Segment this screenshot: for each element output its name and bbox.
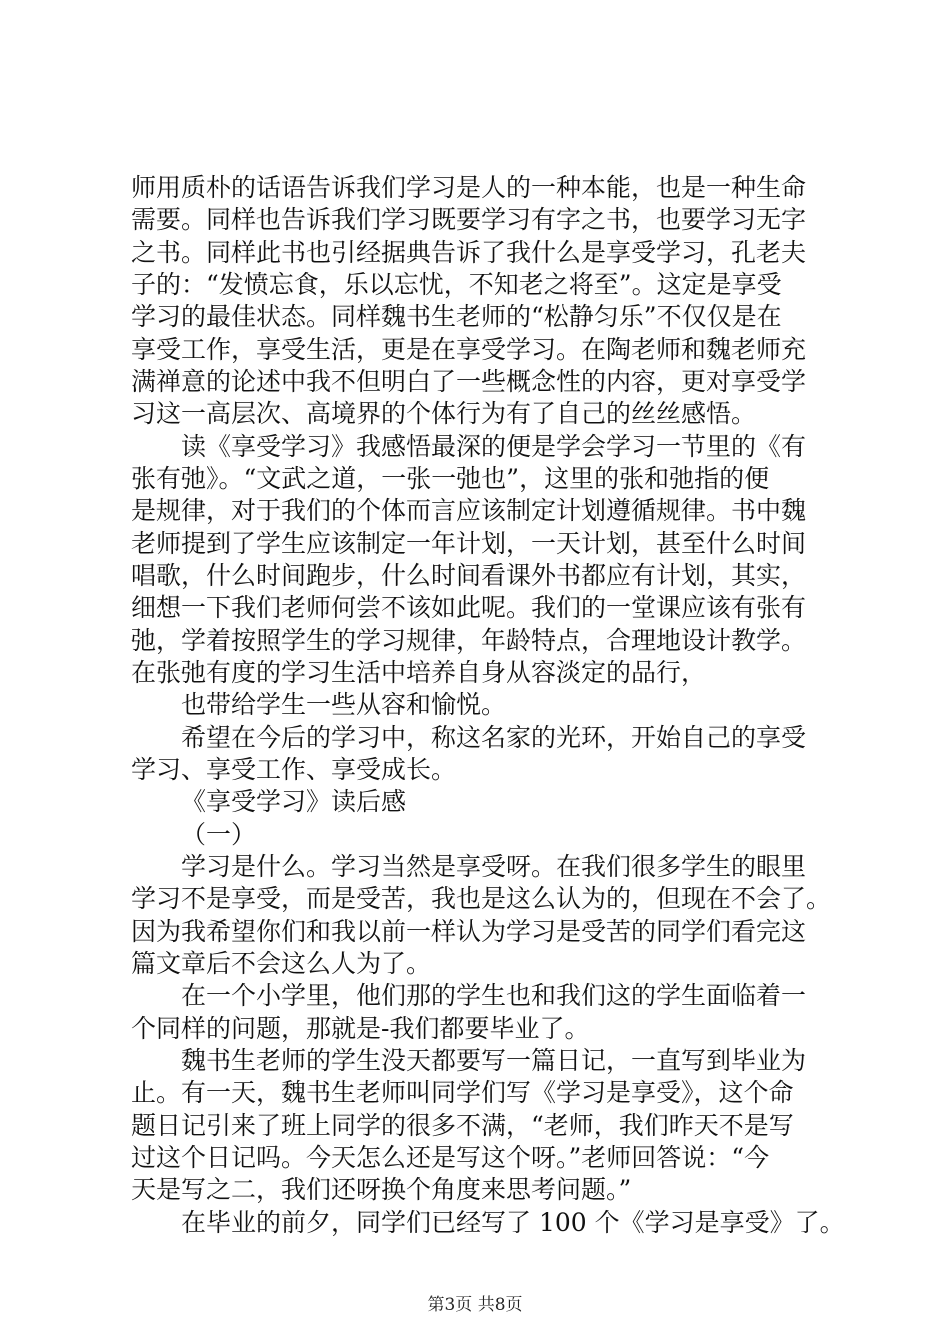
text-line: 魏书生老师的学生没天都要写一篇日记，一直写到毕业为: [181, 1046, 807, 1075]
text-line: 满禅意的论述中我不但明白了一些概念性的内容，更对享受学: [131, 367, 807, 396]
text-line: 师用质朴的话语告诉我们学习是人的一种本能，也是一种生命: [131, 173, 807, 202]
text-line: 需要。同样也告诉我们学习既要学习有字之书，也要学习无字: [131, 205, 807, 234]
text-line: 题日记引来了班上同学的很多不满，“老师，我们昨天不是写: [131, 1111, 794, 1140]
text-line: 在一个小学里，他们那的学生也和我们这的学生面临着一: [181, 981, 807, 1010]
text-line: 学习、享受工作、享受成长。: [131, 755, 457, 784]
text-line: 是规律，对于我们的个体而言应该制定计划遵循规律。书中魏: [131, 496, 807, 525]
text-line: 弛，学着按照学生的学习规律，年龄特点，合理地设计教学。: [131, 626, 807, 655]
text-line: 因为我希望你们和我以前一样认为学习是受苦的同学们看完这: [131, 917, 807, 946]
text-line: 张有弛》。“文武之道，一张一弛也”，这里的张和弛指的便: [131, 464, 770, 493]
text-line: 个同样的问题，那就是-我们都要毕业了。: [131, 1014, 590, 1043]
text-line: 读《享受学习》我感悟最深的便是学会学习一节里的《有: [181, 432, 807, 461]
text-line: 篇文章后不会这么人为了。: [131, 949, 432, 978]
text-line: 习这一高层次、高境界的个体行为有了自己的丝丝感悟。: [131, 399, 757, 428]
text-line: 学习不是享受，而是受苦，我也是这么认为的，但现在不会了。: [131, 884, 831, 913]
section-heading: 《享受学习》读后感: [181, 787, 407, 816]
text-line: 止。有一天，魏书生老师叫同学们写《学习是享受》，这个命: [131, 1078, 794, 1107]
text-line: 老师提到了学生应该制定一年计划，一天计划，甚至什么时间: [131, 529, 807, 558]
text-line: 在张弛有度的学习生活中培养自身从容淡定的品行，: [131, 658, 707, 687]
text-line: 之书。同样此书也引经据典告诉了我什么是享受学习，孔老夫: [131, 238, 807, 267]
section-number: （一）: [181, 820, 257, 849]
text-line: 过这个日记吗。今天怎么还是写这个呀。”老师回答说：“今: [131, 1143, 770, 1172]
page-footer: 第3页 共8页: [427, 1295, 523, 1315]
text-line: 也带给学生一些从容和愉悦。: [181, 690, 507, 719]
text-line: 在毕业的前夕，同学们已经写了 100 个《学习是享受》了。: [181, 1208, 845, 1237]
text-line: 学习的最佳状态。同样魏书生老师的“松静匀乐”不仅仅是在: [131, 302, 782, 331]
text-line: 希望在今后的学习中，称这名家的光环，开始自己的享受: [181, 723, 807, 752]
text-line: 学习是什么。学习当然是享受呀。在我们很多学生的眼里: [181, 852, 807, 881]
text-line: 唱歌，什么时间跑步，什么时间看课外书都应有计划，其实，: [131, 561, 807, 590]
text-line: 细想一下我们老师何尝不该如此呢。我们的一堂课应该有张有: [131, 593, 807, 622]
text-line: 子的：“发愤忘食，乐以忘忧，不知老之将至”。这定是享受: [131, 270, 782, 299]
text-line: 天是写之二，我们还呀换个角度来思考问题。”: [131, 1175, 632, 1204]
text-line: 享受工作，享受生活，更是在享受学习。在陶老师和魏老师充: [131, 335, 807, 364]
